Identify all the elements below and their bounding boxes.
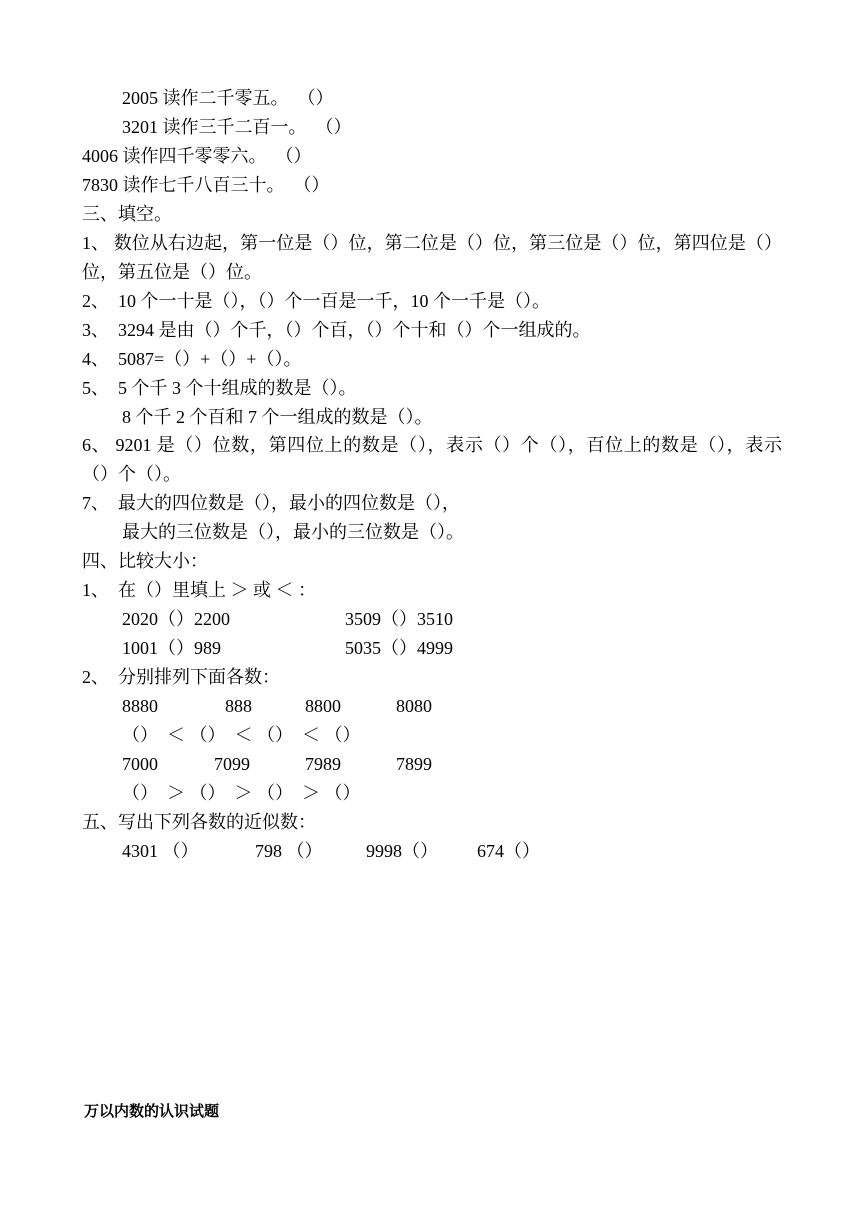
judge-item-1: 2005 读作二千零五。 （） — [122, 88, 334, 108]
judge-item-3: 4006 读作四千零零六。 （） — [82, 146, 312, 166]
number-item: 7899 — [396, 754, 432, 774]
fill-question-2: 2、 10 个一十是（），（）个一百是一千，10 个一千是（）。 — [82, 291, 550, 311]
compare-item: 2020（）2200 — [122, 609, 230, 629]
compare-question-2: 2、 分别排列下面各数： — [82, 667, 280, 687]
number-item: 7989 — [305, 754, 341, 774]
judge-item-2: 3201 读作三千二百一。 （） — [122, 117, 352, 137]
number-item: 8880 — [122, 696, 158, 716]
order-line-1: （） ＜ （） ＜ （） ＜ （） — [122, 725, 361, 745]
approx-item: 4301 （） — [122, 841, 199, 861]
section5-heading: 五、写出下列各数的近似数： — [82, 812, 316, 832]
fill-question-7b: 最大的三位数是（），最小的三位数是（）。 — [122, 522, 464, 542]
approx-item: 9998（） — [366, 841, 438, 861]
number-item: 8080 — [396, 696, 432, 716]
order-line-2: （） ＞ （） ＞ （） ＞ （） — [122, 783, 361, 803]
fill-question-4: 4、 5087=（）+（）+（）。 — [82, 349, 302, 369]
fill-question-5b: 8 个千 2 个百和 7 个一组成的数是（）。 — [122, 407, 433, 427]
fill-question-7a: 7、 最大的四位数是（），最小的四位数是（）， — [82, 493, 460, 513]
compare-question-1: 1、 在（）里填上 ＞ 或 ＜ ： — [82, 580, 316, 600]
number-item: 8800 — [305, 696, 341, 716]
section3-heading: 三、填空。 — [82, 204, 172, 224]
fill-question-1: 1、 数位从右边起，第一位是（）位，第二位是（）位，第三位是（）位，第四位是（）位，第五位是（）位。 — [82, 233, 782, 282]
number-item: 7099 — [214, 754, 250, 774]
approx-item: 798 （） — [255, 841, 323, 861]
section4-heading: 四、比较大小： — [82, 551, 208, 571]
compare-item: 5035（）4999 — [345, 638, 453, 658]
number-item: 888 — [225, 696, 252, 716]
fill-question-5a: 5、 5 个千 3 个十组成的数是（）。 — [82, 378, 357, 398]
page-footer-title: 万以内数的认识试题 — [84, 1104, 220, 1120]
number-item: 7000 — [122, 754, 158, 774]
judge-item-4: 7830 读作七千八百三十。 （） — [82, 175, 330, 195]
compare-item: 1001（）989 — [122, 638, 221, 658]
compare-item: 3509（）3510 — [345, 609, 453, 629]
fill-question-3: 3、 3294 是由（）个千，（）个百，（）个十和（）个一组成的。 — [82, 320, 591, 340]
approx-item: 674（） — [477, 841, 540, 861]
fill-question-6: 6、 9201 是（）位数，第四位上的数是（），表示（）个（），百位上的数是（），表示（）个（）。 — [82, 435, 782, 484]
